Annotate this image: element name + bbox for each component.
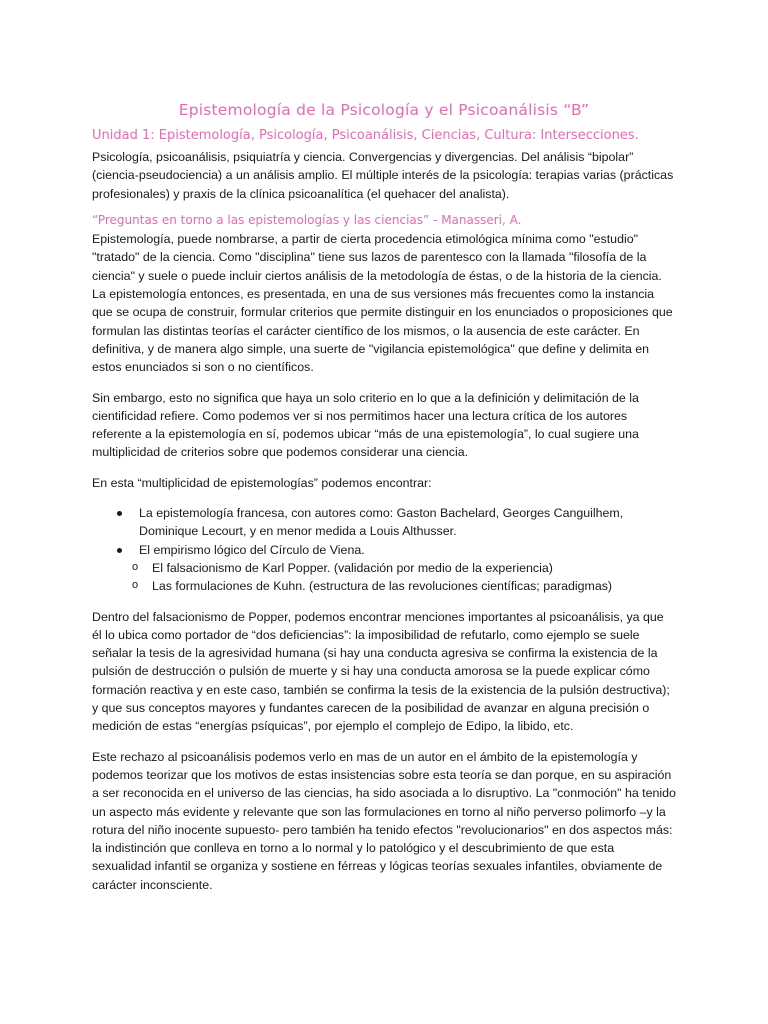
paragraph-3: En esta “multiplicidad de epistemologías” podemos encontrar: xyxy=(92,475,432,490)
paragraph-2: Sin embargo, esto no significa que haya un solo criterio en lo que a la definición y delimitación de la cientificidad refiere. Como podemos ver si nos permitimos hacer una lectura crítica de los autores referente a la epistemología en sí, podemos ubicar “más de una epistemología”, lo cual sugiere una multiplicidad de criterios sobre que podemos considerar una ciencia. xyxy=(92,390,639,460)
sub-bullet-item: o El falsacionismo de Karl Popper. (validación por medio de la experiencia) xyxy=(92,559,676,577)
document-title: Epistemología de la Psicología y el Psicoanálisis “B” xyxy=(178,101,590,119)
bullet-item: La epistemología francesa, con autores como: Gaston Bachelard, Georges Canguilhem, Dominique Lecourt, y en menor medida a Louis Althusser. xyxy=(92,504,676,541)
sub-bullet-list xyxy=(139,559,676,596)
intro-paragraph: Psicología, psicoanálisis, psiquiatría y ciencia. Convergencias y divergencias. Del análisis “bipolar” (ciencia-pseudociencia) a un análisis amplio. El múltiple interés de la psicología: terapias varias (prácticas profesionales) y praxis de la clínica psicoanalítica (el quehacer del analista). xyxy=(92,150,674,201)
bullet-item xyxy=(92,541,676,596)
bullet-list xyxy=(92,504,676,595)
sub-bullet-item: o Las formulaciones de Kuhn. (estructura de las revoluciones científicas; paradigmas) xyxy=(92,577,676,595)
unit-heading: Unidad 1: Epistemología, Psicología, Psicoanálisis, Ciencias, Cultura: Intersecciones. xyxy=(92,128,639,143)
bullet-item-text: El empirismo lógico del Círculo de Viena. xyxy=(139,542,365,557)
document-body xyxy=(92,148,676,906)
paragraph-5: Este rechazo al psicoanálisis podemos verlo en mas de un autor en el ámbito de la epistemología y podemos teorizar que los motivos de estas insistencias sobre esta teoría se dan porque, en su aspiración a ser reconocida en el universo de las ciencias, ha sido asociada a lo disruptivo. La "conmoción" ha tenido un aspecto más evidente y relevante que son las formulaciones en torno al niño perverso polimorfo –y la rotura del niño inocente supuesto- pero también ha tenido efectos "revolucionarios" en dos aspectos más: la indistinción que conlleva en torno a lo normal y lo patológico y el descubrimiento de que esta sexualidad infantil se organiza y sostiene en férreas y lógicas teorías sexuales infantiles, obviamente de carácter inconsciente. xyxy=(92,749,676,892)
paragraph-1: Epistemología, puede nombrarse, a partir de cierta procedencia etimológica mínima como "estudio" "tratado" de la ciencia. Como "disciplina" tiene sus lazos de parentesco con la llamada "filosofía de la ciencia" y suele o puede incluir ciertos análisis de la metodología de éstas, o de la historia de la ciencia. La epistemología entonces, es presentada, en una de sus versiones más frecuentes como la instancia que se ocupa de construir, formular criterios que permite distinguir en los enunciados o proposiciones que formulan las distintas teorías el carácter científico de los mismos, o la ausencia de este carácter. En definitiva, y de manera algo simple, una suerte de "vigilancia epistemológica" que define y delimita en estos enunciados si son o no científicos. xyxy=(92,232,673,375)
quote-heading: “Preguntas en torno a las epistemologías y las ciencias” - Manasseri, A. xyxy=(92,212,522,227)
paragraph-4: Dentro del falsacionismo de Popper, podemos encontrar menciones importantes al psicoanálisis, ya que él lo ubica como portador de “dos deficiencias”: la imposibilidad de refutarlo, como ejemplo se suele señalar la tesis de la agresividad humana (si hay una conducta agresiva se confirma la existencia de la pulsión de destrucción o pulsión de muerte y si hay una conducta amorosa se la puede explicar cómo formación reactiva y en este caso, también se confirma la tesis de la existencia de la pulsión destructiva); y que sus conceptos mayores y fundantes carecen de la posibilidad de avanzar en alguna precisión o medición de estas “energías psíquicas”, por ejemplo el complejo de Edipo, la libido, etc. xyxy=(92,609,670,734)
